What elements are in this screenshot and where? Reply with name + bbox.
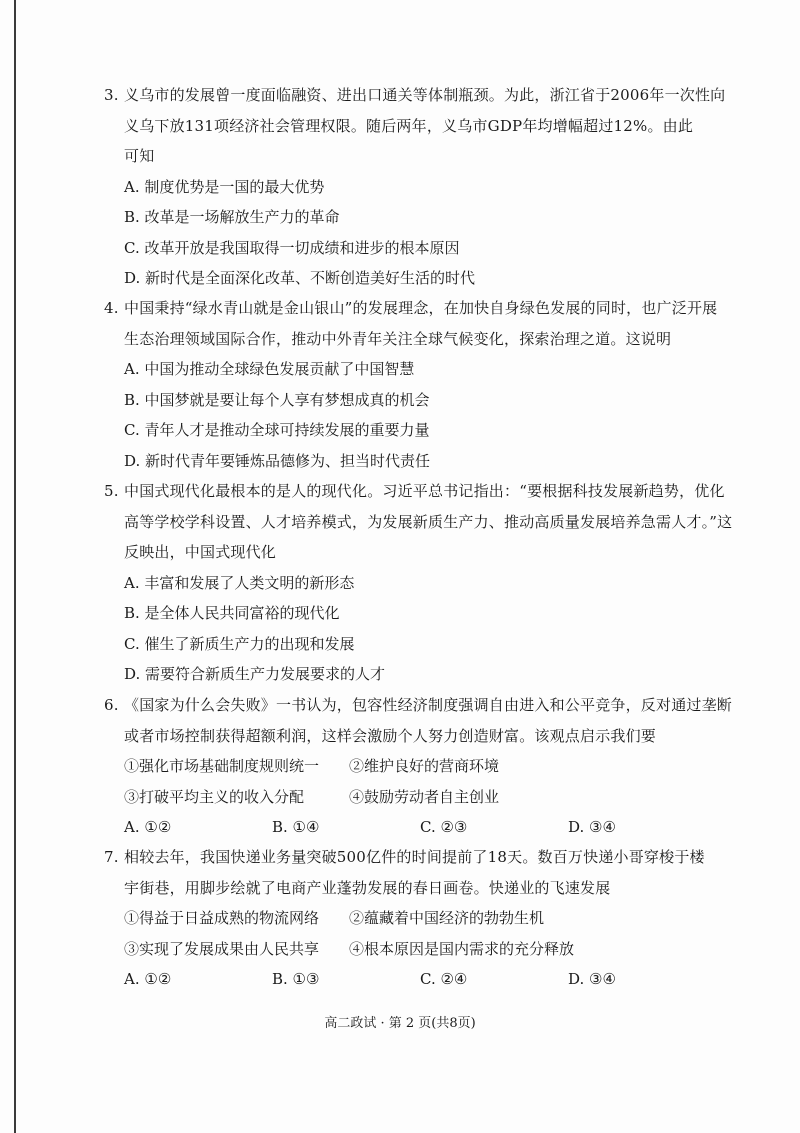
question-3-option-d: D. 新时代是全面深化改革、不断创造美好生活的时代 bbox=[124, 269, 476, 287]
question-6-item-2: ②维护良好的营商环境 bbox=[349, 757, 500, 775]
question-3-text-1: 义乌市的发展曾一度面临融资、进出口通关等体制瓶颈。为此，浙江省于2006年一次性向 bbox=[124, 86, 726, 104]
question-7-item-4: ④根本原因是国内需求的充分释放 bbox=[349, 939, 575, 958]
question-5-line-3: 反映出，中国式现代化 bbox=[124, 543, 277, 561]
question-6-choices bbox=[104, 812, 744, 843]
question-5-number: 5. bbox=[104, 482, 119, 500]
question-5-line-1 bbox=[104, 476, 744, 507]
question-6-item-4: ④鼓励劳动者自主创业 bbox=[349, 787, 500, 806]
question-4-option-c: C. 青年人才是推动全球可持续发展的重要力量 bbox=[124, 421, 430, 439]
question-6-choice-c: C. ②③ bbox=[420, 818, 468, 836]
question-4-text-1: 中国秉持“绿水青山就是金山银山”的发展理念，在加快自身绿色发展的同时，也广泛开展 bbox=[124, 299, 718, 317]
question-3-option-b: B. 改革是一场解放生产力的革命 bbox=[124, 208, 340, 226]
question-7-choice-b: B. ①③ bbox=[272, 970, 320, 988]
question-5-text-1: 中国式现代化最根本的是人的现代化。习近平总书记指出：“要根据科技发展新趋势，优化 bbox=[124, 482, 725, 500]
question-6-line-1 bbox=[104, 690, 744, 721]
question-6-line-2: 或者市场控制获得超额利润，这样会激励个人努力创造财富。该观点启示我们要 bbox=[124, 726, 657, 745]
question-5 bbox=[104, 476, 744, 690]
question-6-choice-d: D. ③④ bbox=[568, 818, 616, 836]
question-5-option-a: A. 丰富和发展了人类文明的新形态 bbox=[124, 573, 355, 592]
question-4-line-2: 生态治理领域国际合作，推动中外青年关注全球气候变化，探索治理之道。这说明 bbox=[124, 329, 672, 348]
question-7-number: 7. bbox=[104, 848, 119, 866]
question-3-number: 3. bbox=[104, 86, 119, 104]
question-7-choice-d: D. ③④ bbox=[568, 970, 616, 988]
question-6-text-1: 《国家为什么会失败》一书认为，包容性经济制度强调自由进入和公平竞争，反对通过垄断 bbox=[124, 696, 733, 714]
question-5-option-b: B. 是全体人民共同富裕的现代化 bbox=[124, 604, 340, 622]
question-6 bbox=[104, 690, 744, 843]
question-7-choices bbox=[104, 964, 744, 995]
question-6-items-row-1 bbox=[104, 751, 744, 782]
question-7-item-2: ②蕴藏着中国经济的勃勃生机 bbox=[349, 909, 545, 927]
question-3-line-2: 义乌下放131项经济社会管理权限。随后两年，义乌市GDP年均增幅超过12%。由此 bbox=[124, 116, 694, 135]
question-6-item-3: ③打破平均主义的收入分配 bbox=[124, 787, 305, 806]
question-6-item-1: ①强化市场基础制度规则统一 bbox=[124, 757, 320, 775]
question-3-line-1 bbox=[104, 80, 744, 111]
question-3-option-a: A. 制度优势是一国的最大优势 bbox=[124, 177, 325, 196]
question-7-line-1 bbox=[104, 842, 744, 873]
question-7-line-2: 宇街巷，用脚步绘就了电商产业蓬勃发展的春日画卷。快递业的飞速发展 bbox=[124, 878, 611, 897]
question-4-option-a: A. 中国为推动全球绿色发展贡献了中国智慧 bbox=[124, 360, 415, 378]
question-5-line-2: 高等学校学科设置、人才培养模式，为发展新质生产力、推动高质量发展培养急需人才。”这 bbox=[124, 512, 733, 531]
question-5-option-c: C. 催生了新质生产力的出现和发展 bbox=[124, 634, 355, 653]
question-7-items-row-2 bbox=[104, 934, 744, 965]
question-6-number: 6. bbox=[104, 696, 119, 714]
question-4-line-1 bbox=[104, 293, 744, 324]
question-6-items-row-2 bbox=[104, 782, 744, 813]
question-3-line-3: 可知 bbox=[124, 147, 155, 165]
question-3-option-c: C. 改革开放是我国取得一切成绩和进步的根本原因 bbox=[124, 238, 460, 257]
question-7-items-row-1 bbox=[104, 903, 744, 934]
question-3 bbox=[104, 80, 744, 294]
question-4 bbox=[104, 293, 744, 476]
question-7-item-1: ①得益于日益成熟的物流网络 bbox=[124, 909, 320, 927]
question-7-choice-c: C. ②④ bbox=[420, 970, 468, 988]
page-edge-line bbox=[14, 0, 16, 1133]
question-5-option-d: D. 需要符合新质生产力发展要求的人才 bbox=[124, 665, 386, 683]
question-7-text-1: 相较去年，我国快递业务量突破500亿件的时间提前了18天。数百万快递小哥穿梭于楼 bbox=[124, 848, 705, 866]
question-4-option-b: B. 中国梦就是要让每个人享有梦想成真的机会 bbox=[124, 390, 430, 409]
question-6-choice-b: B. ①④ bbox=[272, 818, 320, 836]
question-7-choice-a: A. ①② bbox=[124, 970, 172, 988]
question-4-number: 4. bbox=[104, 299, 119, 317]
question-7 bbox=[104, 842, 744, 995]
question-6-choice-a: A. ①② bbox=[124, 818, 172, 836]
page-footer: 高二政试 · 第 2 页(共8页) bbox=[324, 1016, 476, 1031]
question-4-option-d: D. 新时代青年要锤炼品德修为、担当时代责任 bbox=[124, 451, 431, 470]
question-7-item-3: ③实现了发展成果由人民共享 bbox=[124, 939, 320, 958]
